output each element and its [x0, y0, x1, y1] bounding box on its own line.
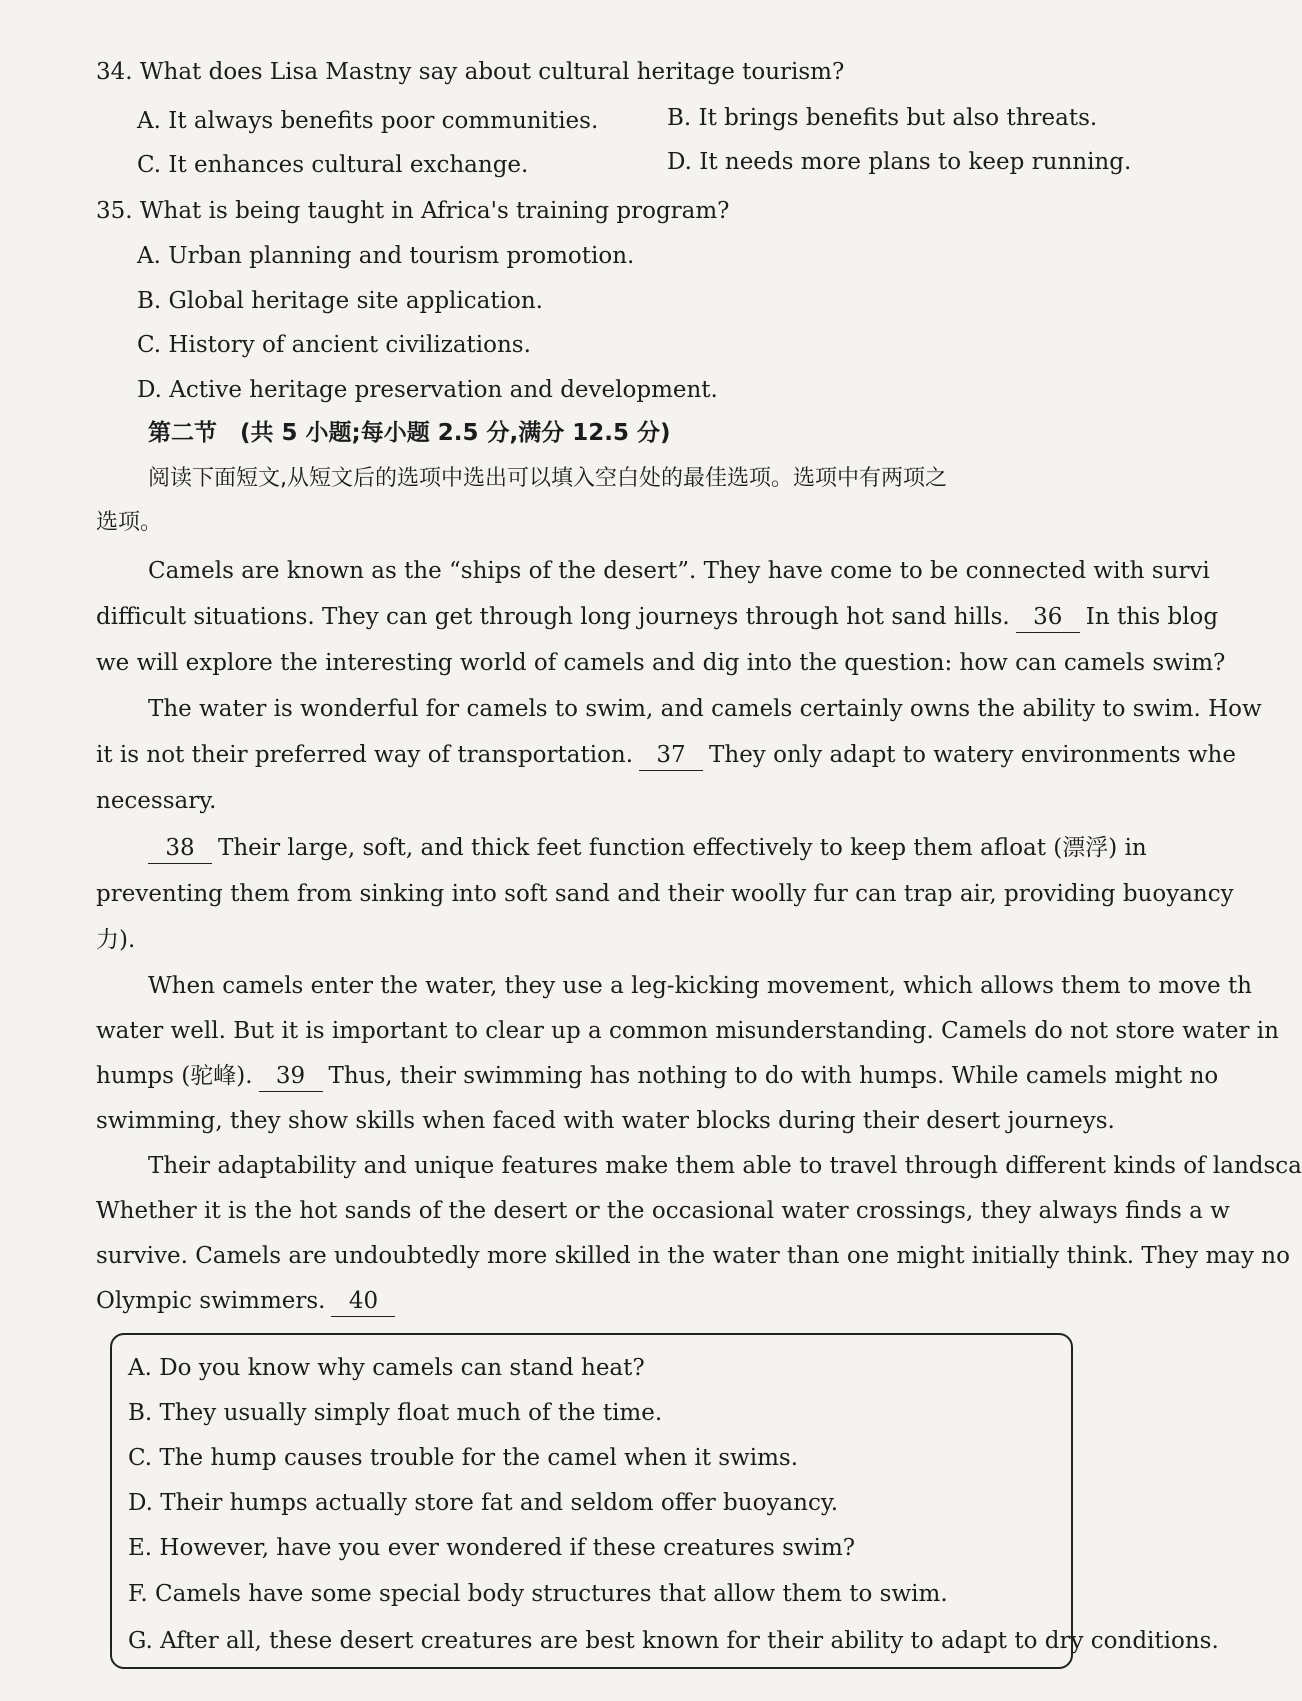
section-instruction-line-2: 选项。 — [96, 510, 163, 535]
passage-p3-line-1 — [148, 833, 1147, 864]
passage-p1-line-2 — [96, 602, 1218, 633]
question-35-option-c: C. History of ancient civilizations. — [137, 332, 531, 358]
passage-p4-line-2: water well. But it is important to clear up a common misunderstanding. Camels do not store water in — [96, 1018, 1279, 1044]
choice-a: A. Do you know why camels can stand heat? — [128, 1355, 645, 1381]
question-35-stem: 35. What is being taught in Africa's training program? — [96, 198, 730, 224]
passage-p3-line-2: preventing them from sinking into soft sand and their woolly fur can trap air, providing buoyancy — [96, 881, 1234, 907]
question-34-stem: 34. What does Lisa Mastny say about cultural heritage tourism? — [96, 59, 845, 85]
passage-p3-line-1-text: Their large, soft, and thick feet function effectively to keep them afloat (漂浮) in — [218, 835, 1147, 861]
passage-p4-line-4: swimming, they show skills when faced with water blocks during their desert journeys. — [96, 1108, 1115, 1134]
passage-p3-line-3: 力). — [96, 927, 136, 953]
question-35-option-a: A. Urban planning and tourism promotion. — [137, 243, 635, 269]
passage-p2-line-2-text: it is not their preferred way of transportation. — [96, 742, 634, 768]
blank-36: 36 — [1016, 602, 1080, 633]
passage-p5-line-3: survive. Camels are undoubtedly more skilled in the water than one might initially think. They may no — [96, 1243, 1290, 1269]
passage-p4-line-3-tail: Thus, their swimming has nothing to do with humps. While camels might no — [328, 1063, 1219, 1089]
choice-b: B. They usually simply float much of the time. — [128, 1400, 663, 1426]
question-35-option-d: D. Active heritage preservation and development. — [137, 377, 718, 403]
passage-p1-line-1: Camels are known as the “ships of the desert”. They have come to be connected with survi — [148, 558, 1210, 584]
passage-p5-line-2: Whether it is the hot sands of the desert or the occasional water crossings, they always finds a w — [96, 1198, 1230, 1224]
passage-p4-line-3 — [96, 1061, 1218, 1092]
passage-p2-line-3: necessary. — [96, 788, 217, 814]
choice-g: G. After all, these desert creatures are best known for their ability to adapt to dry conditions. — [128, 1628, 1219, 1654]
choice-e: E. However, have you ever wondered if these creatures swim? — [128, 1535, 856, 1561]
passage-p5-line-4 — [96, 1286, 401, 1317]
choice-c: C. The hump causes trouble for the camel when it swims. — [128, 1445, 799, 1471]
passage-p2-line-2-tail: They only adapt to watery environments whe — [709, 742, 1236, 768]
blank-37: 37 — [639, 740, 703, 771]
choice-f: F. Camels have some special body structures that allow them to swim. — [128, 1581, 948, 1607]
question-34-option-b: B. It brings benefits but also threats. — [667, 105, 1098, 131]
passage-p1-line-2-text: difficult situations. They can get through long journeys through hot sand hills. — [96, 604, 1010, 630]
section-instruction-line-1: 阅读下面短文,从短文后的选项中选出可以填入空白处的最佳选项。选项中有两项之 — [148, 466, 947, 491]
blank-38: 38 — [148, 833, 212, 864]
passage-p1-line-3: we will explore the interesting world of camels and dig into the question: how can camels swim? — [96, 650, 1226, 676]
passage-p5-line-4-text: Olympic swimmers. — [96, 1288, 326, 1314]
passage-p4-line-3-text: humps (驼峰). — [96, 1063, 253, 1089]
question-34-option-a: A. It always benefits poor communities. — [137, 108, 599, 134]
section-title: 第二节 (共 5 小题;每小题 2.5 分,满分 12.5 分) — [148, 420, 671, 446]
blank-39: 39 — [259, 1061, 323, 1092]
choice-d: D. Their humps actually store fat and seldom offer buoyancy. — [128, 1490, 839, 1516]
passage-p2-line-1: The water is wonderful for camels to swim, and camels certainly owns the ability to swim. How — [148, 696, 1262, 722]
passage-p2-line-2 — [96, 740, 1236, 771]
choices-box — [110, 1333, 1219, 1669]
question-34-option-c: C. It enhances cultural exchange. — [137, 152, 529, 178]
passage-p4-line-1: When camels enter the water, they use a leg-kicking movement, which allows them to move th — [148, 973, 1252, 999]
passage-p5-line-1: Their adaptability and unique features make them able to travel through different kinds of landsca — [148, 1153, 1302, 1179]
question-35-option-b: B. Global heritage site application. — [137, 288, 543, 314]
question-34-option-d: D. It needs more plans to keep running. — [667, 149, 1132, 175]
blank-40: 40 — [331, 1286, 395, 1317]
passage-p1-line-2-tail: In this blog — [1085, 604, 1219, 630]
